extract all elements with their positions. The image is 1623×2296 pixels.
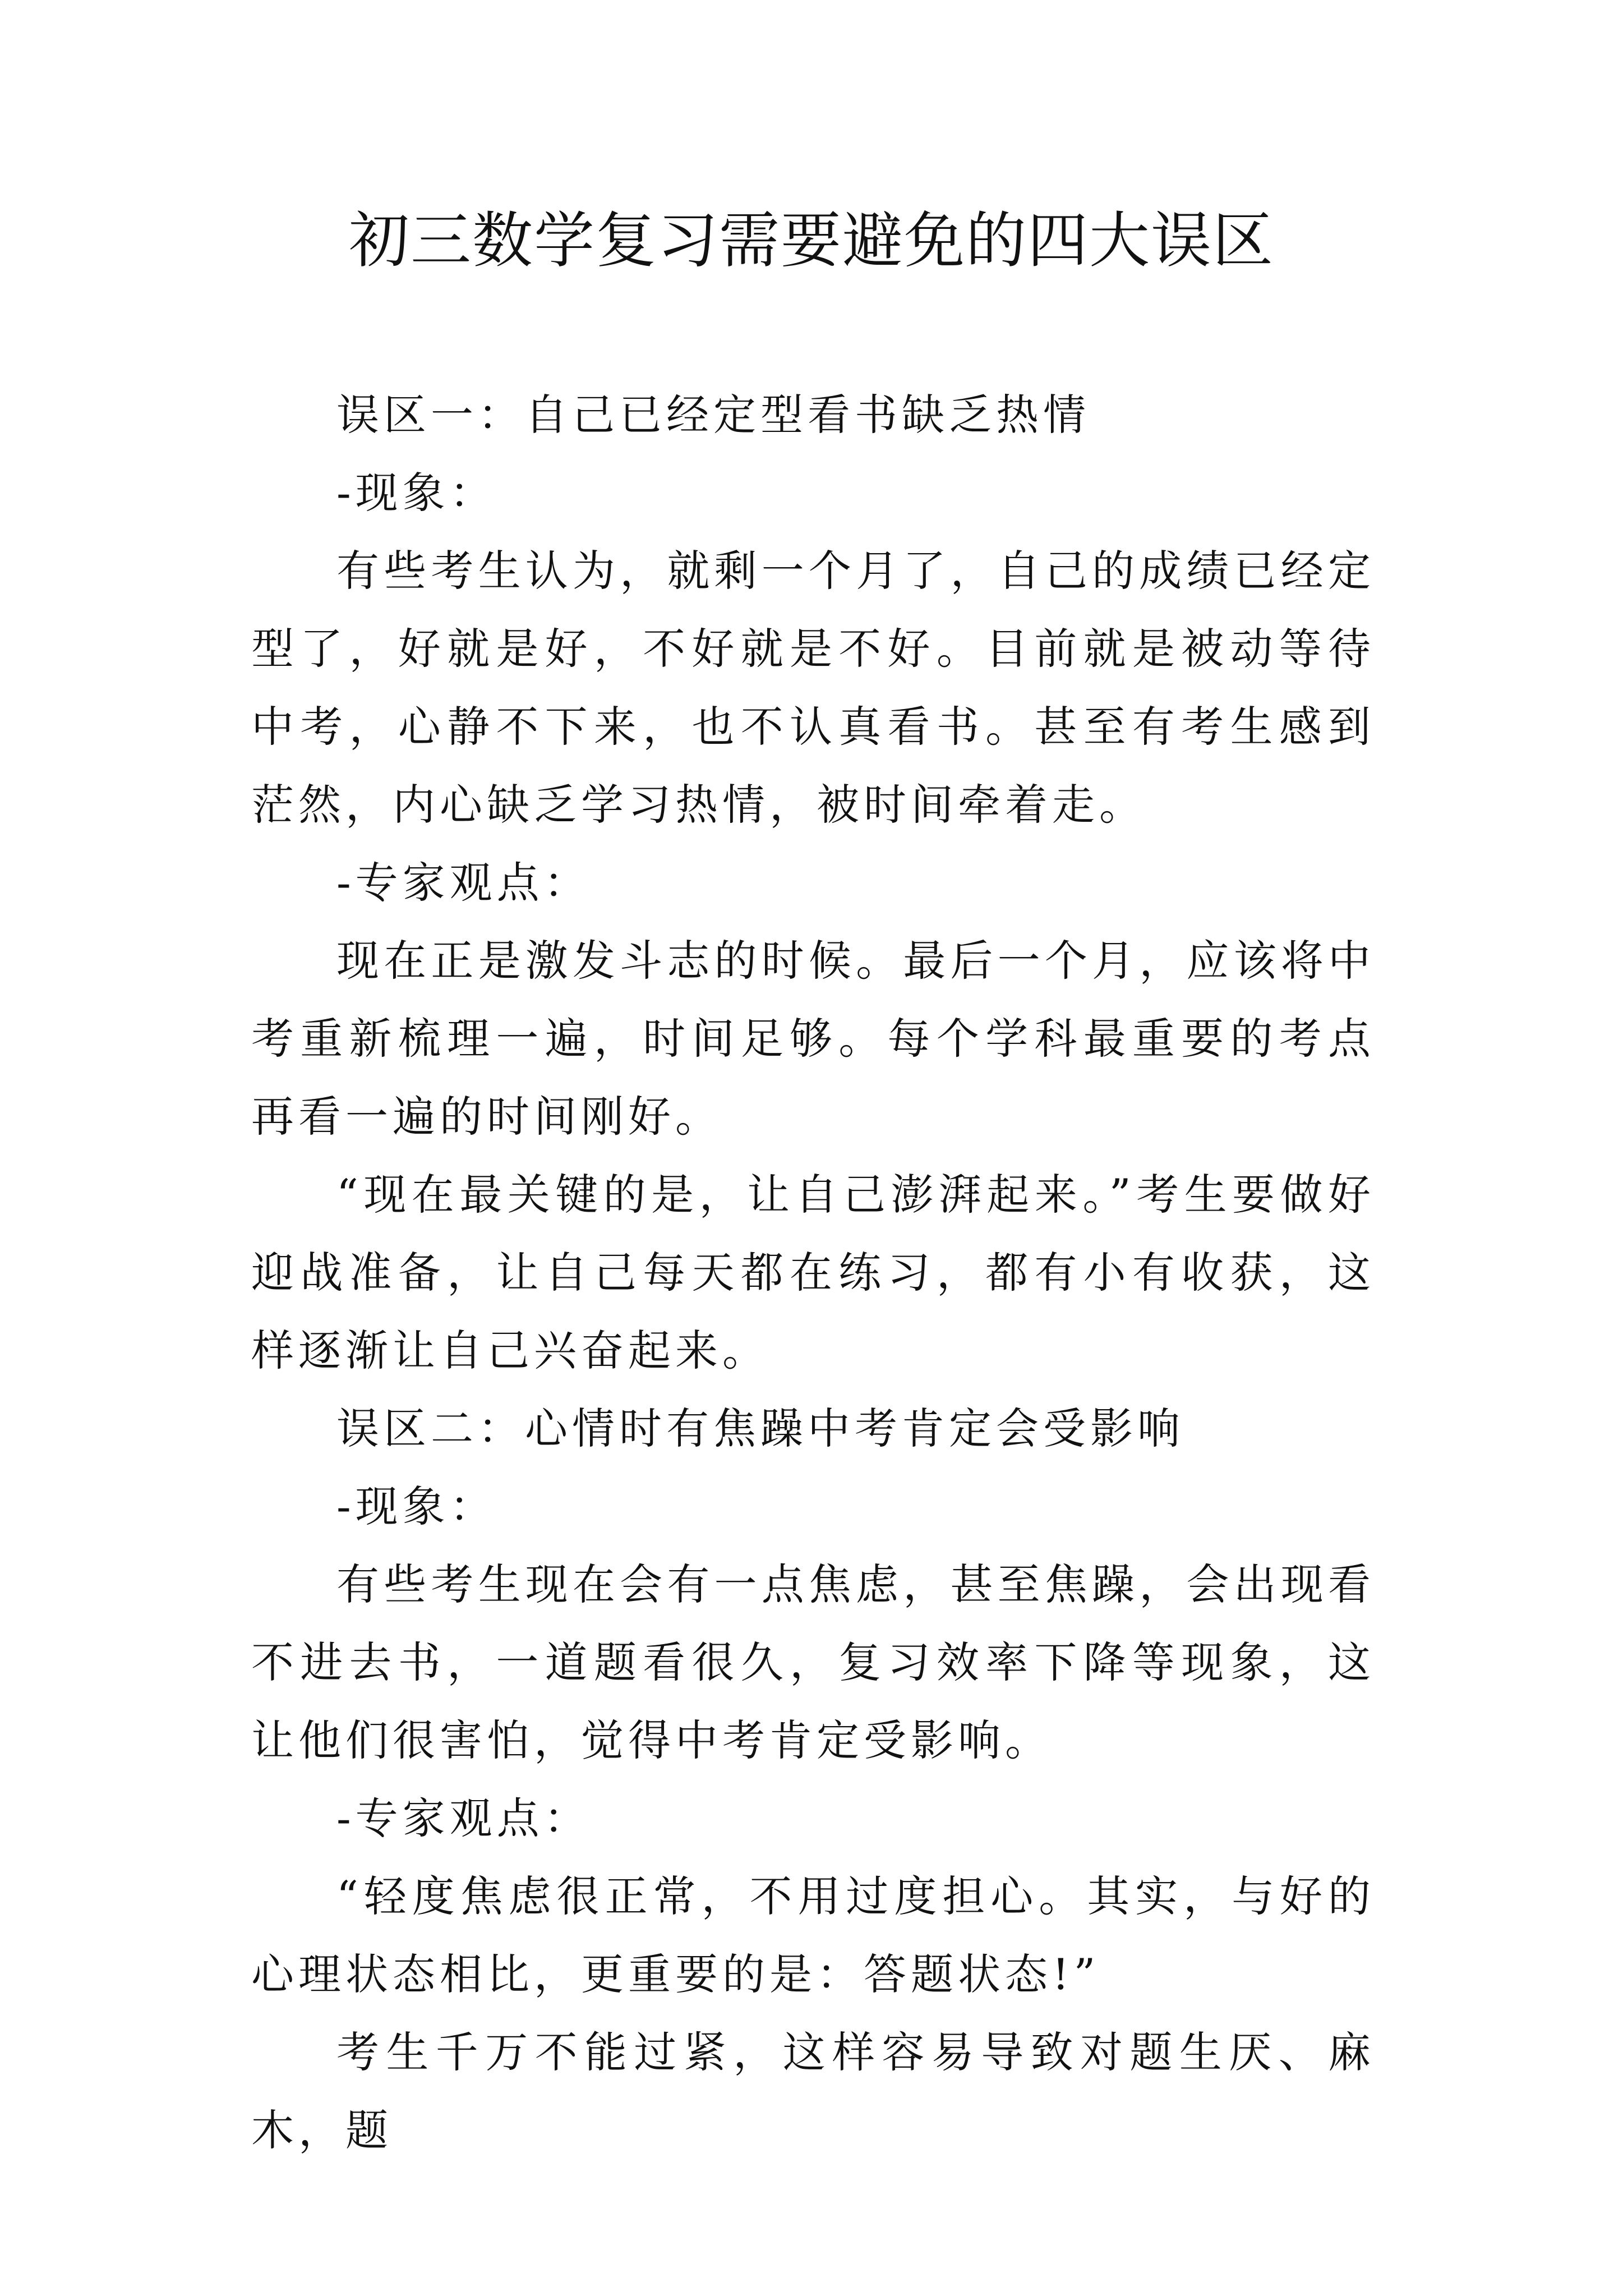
subheading-expert-view: -专家观点： [336,1793,591,1843]
subheading-expert-view: -专家观点： [336,858,591,908]
paragraph: “现在最关键的是，让自己澎湃起来。”考生要做好迎战准备，让自己每天都在练习，都有小有收获，这样逐渐让自己兴奋起来。 [251,1170,1375,1375]
section-heading-1: 误区一：自己已经定型看书缺乏热情 [336,390,1090,440]
paragraph: 考生千万不能过紧，这样容易导致对题生厌、麻木，题 [251,2027,1375,2155]
document-body [251,376,1375,2169]
paragraph: 有些考生认为，就剩一个月了，自己的成绩已经定型了，好就是好，不好就是不好。目前就是被动等待中考，心静不下来，也不认真看书。甚至有考生感到茫然，内心缺乏学习热情，被时间牵着走。 [251,546,1375,830]
subheading-phenomenon: -现象： [336,1481,497,1531]
document-title: 初三数学复习需要避免的四大误区 [348,206,1274,276]
paragraph: “轻度焦虑很正常，不用过度担心。其实，与好的心理状态相比，更重要的是：答题状态!” [251,1871,1375,1999]
paragraph: 现在正是激发斗志的时候。最后一个月，应该将中考重新梳理一遍，时间足够。每个学科最重要的考点再看一遍的时间刚好。 [251,936,1375,1142]
section-heading-2: 误区二：心情时有焦躁中考肯定会受影响 [336,1404,1184,1453]
paragraph: 有些考生现在会有一点焦虑，甚至焦躁，会出现看不进去书，一道题看很久，复习效率下降等现象，这让他们很害怕，觉得中考肯定受影响。 [251,1559,1375,1765]
subheading-phenomenon: -现象： [336,468,497,518]
